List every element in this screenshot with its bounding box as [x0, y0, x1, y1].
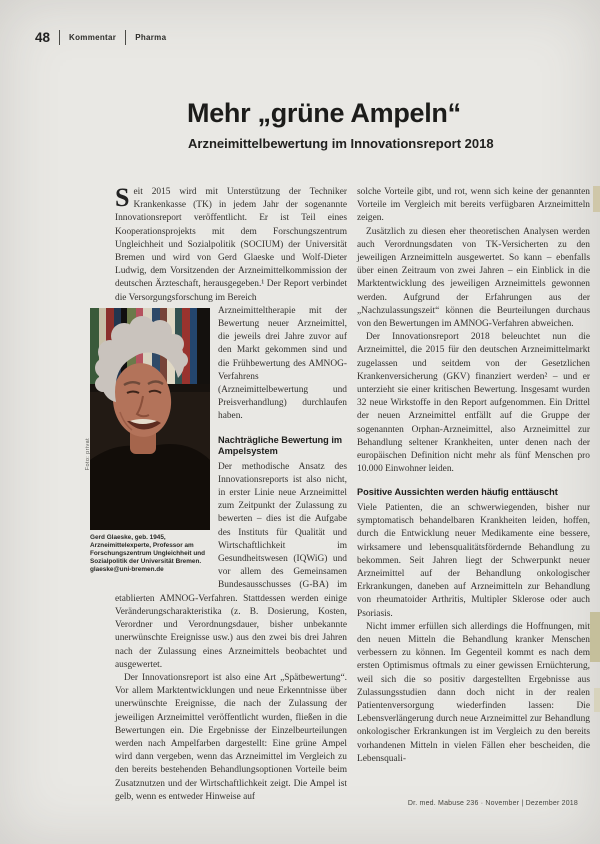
title-block [187, 98, 587, 151]
article-subtitle: Arzneimittelbewertung im Innovationsreport 2018 [188, 136, 494, 151]
portrait-figure [85, 308, 210, 574]
paragraph: Der Innovationsreport 2018 beleuchtet nun die Arzneimittel, die 2015 für den deutschen Arzneimittelmarkt zugelassen und seitdem von der Gesetzlichen Krankenversicherung (GKV) finanziert werden² – und er unterzieht sie einer kritischen Bewertung. Insgesamt wurden 32 neue Wirkstoffe in den Report aufgenommen. Ein Drittel der neuen Arzneimittel entfällt auf die Gruppe der sogenannten Orphan-Arzneimittel, also Arzneimittel zur Behandlung seltener Krankheiten, unter denen nach der europäischen Definition nicht mehr als fünf Menschen pro 10.000 Einwohner leiden. [357, 332, 590, 475]
section-heading: Nachträgliche Bewertung im Ampelsystem [218, 434, 343, 457]
page-footer: Dr. med. Mabuse 236 · November | Dezember 2018 [407, 800, 578, 807]
paragraph: Nicht immer erfüllen sich allerdings die Hoffnungen, mit den neuen Mitteln die Behandlung kranker Menschen verbessern zu können. Im Gegenteil kommt es nach dem ersten Optimismus oftmals zu einer gewissen Ernüchterung, weil sich die so positiv dargestellten Ergebnisse aus Zulassungsstudien dann doch nicht in der realen Patientenversorgung wiederfinden lassen: Die Lebensverlängerung durch neue Arzneimittel zur Behandlung onkologischer Erkrankungen ist im Vergleich zu den bereits vorhandenen Mitteln in vielen Fällen eher bescheiden, die Lebensquali- [357, 621, 590, 764]
section-label: Kommentar [69, 33, 117, 42]
column-right [357, 186, 590, 804]
scan-artifact [590, 612, 600, 662]
header-divider [125, 30, 126, 45]
portrait-photo [90, 308, 210, 530]
intro-text: eit 2015 wird mit Unterstützung der Techniker Krankenkasse (TK) in jedem Jahr der sogenannte Innovationsreport veröffentlicht. Er ist Teil eines Kooperationsprojekts mit dem Forschungszentrum Ungleichheit und Sozialpolitik (SOCIUM) der Universität Bremen und wird von Gerd Glaeske und Wolf-Dieter Ludwig, dem Vorsitzenden der Arzneimittelkommission der deutschen Ärzteschaft, herausgegeben.¹ Der Report verbindet die Versorgungsforschung im Bereich [115, 187, 347, 303]
paragraph: solche Vorteile gibt, und rot, wenn sich keine der genannten Vorteile im Vergleich mit bereits verfügbaren Arzneimitteln zeigen. [357, 187, 590, 224]
body-columns [85, 183, 590, 804]
scan-artifact [593, 186, 600, 212]
paragraph: Zusätzlich zu diesen eher theoretischen Analysen werden auch Verordnungsdaten von TK-Versicherten zu den jeweiligen Arzneimitteln ausgewertet. So kann – ebenfalls über einen Zeitraum von zwei Jahren – ein Einblick in die Marktentwicklung des jeweiligen Arzneimittels gewonnen werden. Aufgrund der Erfahrungen aus der „Nachzulassungszeit“ können die Beurteilungen durchaus von den Bewertungen im AMNOG-Verfahren abweichen. [357, 226, 590, 330]
scan-artifact [594, 688, 600, 712]
caption-email: glaeske@uni-bremen.de [90, 565, 164, 573]
paragraph: Arzneimitteltherapie mit der Bewertung neuer Arzneimittel, die jeweils drei Jahre zuvor auf den Markt gekommen sind und die Frühbewertung des AMNOG-Verfahrens (Arzneimittelbewertung und Preisverhandlung) durchlaufen haben. [218, 305, 347, 422]
intro-paragraph [115, 183, 347, 305]
paragraph: Der methodische Ansatz des Innovationsreports ist also nicht, in erster Linie neue Arzneimittel zum Zeitpunkt der Zulassung zu bewerten – dies ist die Aufgabe des Instituts für Qualität und Wirtschaftlichkeit im Gesundheitswesen (IQWiG) und vor allem des Gemeinsamen Bundesausschusses (G-BA) im etablierten AMNOG-Verfahren. Stattdessen werden einige Veränderungscharakteristika (z. B. Dosierung, Kosten, Verordner und Verordnungsdauer, bisher unbekannte unerwünschte Ereignisse usw.) aus den zwei bis drei Jahren nach der Zulassung eines Arzneimittels beobachtet und ausgewertet. [115, 461, 347, 670]
paragraph: Der Innovationsreport ist also eine Art „Spätbewertung“. Vor allem Marktentwicklungen und neue Erkenntnisse über unerwünschte Ereignisse, die nach der Zulassung der jeweiligen Arzneimittel veröffentlicht wurden, fließen in die Bewertungen ein. Die Ergebnisse der Einzelbeurteilungen werden nach Ampelfarben dargestellt: Eine grüne Ampel wird dann vergeben, wenn das Arzneimittel im Vergleich zu den bereits bestehenden Behandlungsoptionen Vorteile beim Zusatznutzen und der Wirtschaftlichkeit zeigt. Die Ampel ist gelb, wenn es entweder Hinweise auf [115, 672, 347, 802]
figure-caption [90, 534, 222, 574]
dropcap: S [115, 183, 130, 212]
photo-credit: Foto: privat [85, 437, 91, 471]
header-divider [59, 30, 60, 45]
page-header [35, 30, 166, 45]
section-heading: Positive Aussichten werden häufig enttäuscht [357, 487, 558, 498]
page-number: 48 [35, 30, 51, 45]
column-left [85, 183, 347, 804]
subsection-label: Pharma [135, 33, 167, 42]
caption-text: Gerd Glaeske, geb. 1945, Arzneimittelexperte, Professor am Forschungszentrum Ungleichheit und Sozialpolitik der Universität Bremen. [90, 533, 206, 565]
article-title: Mehr „grüne Ampeln“ [187, 98, 461, 128]
paragraph: Viele Patienten, die an schwerwiegenden, bisher nur symptomatisch behandelbaren Krankheiten leiden, hoffen, durch die Entwicklung neuer Medikamente eine bessere, wirksamere und lebensqualitätsfördernde Behandlung zu bekommen. Seit Jahren liegt der Schwerpunkt neuer Arzneimittel auf der Behandlung onkologischer Erkrankungen, daneben auf Arzneimitteln zur Behandlung von rheumatoider Arthritis, Multipler Sklerose oder auch Psoriasis. [357, 502, 590, 619]
